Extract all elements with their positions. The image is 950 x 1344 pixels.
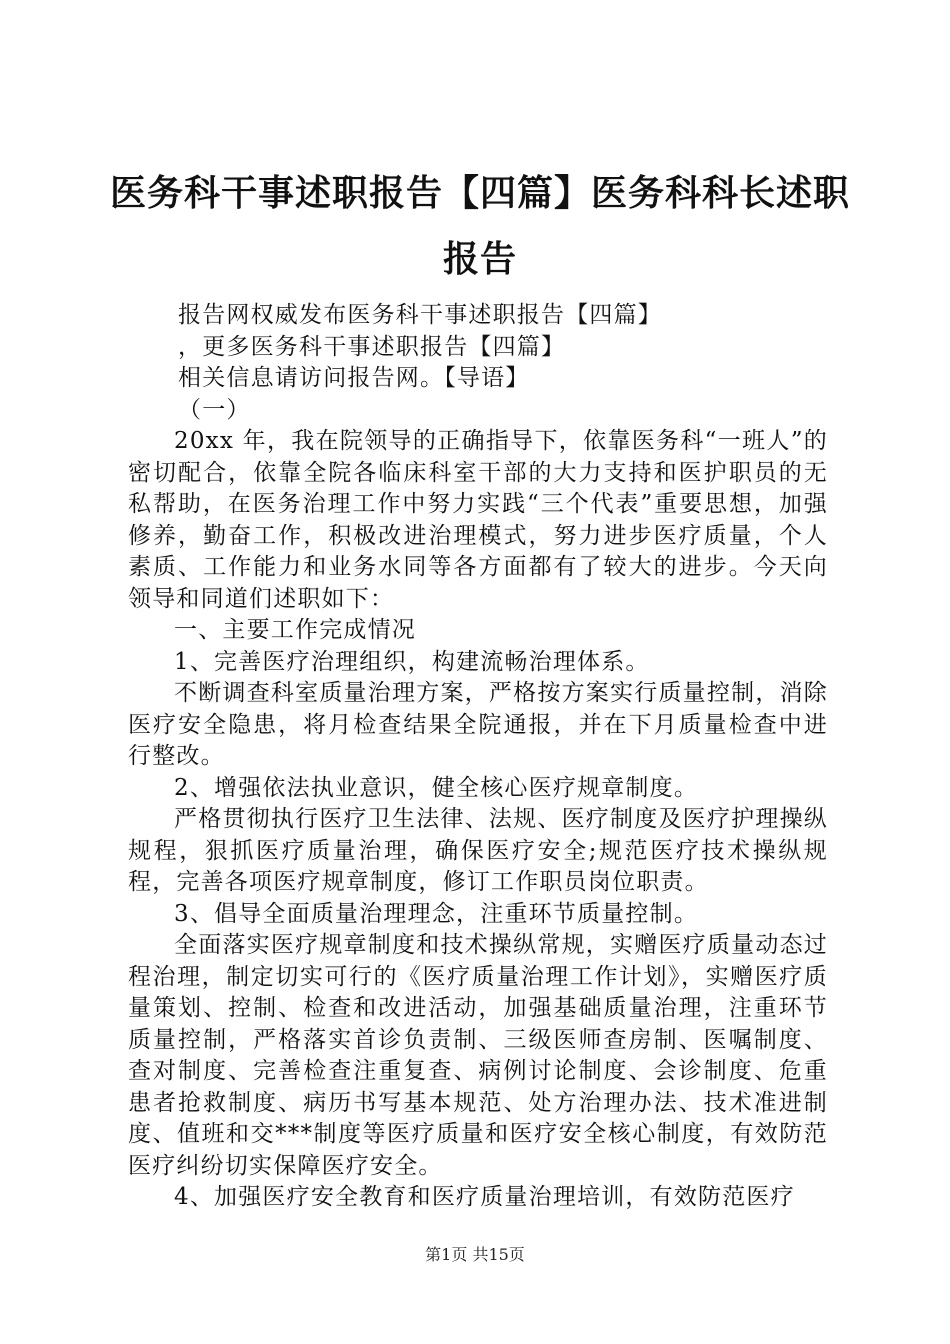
document-body <box>128 300 828 1214</box>
document-title: 医务科干事述职报告【四篇】医务科科长述职报告 <box>110 172 851 280</box>
paragraph: 严格贯彻执行医疗卫生法律、法规、医疗制度及医疗护理操纵规程，狠抓医疗质量治理，确保医疗安全;规范医疗技术操纵规程，完善各项医疗规章制度，修订工作职员岗位职责。 <box>128 806 828 895</box>
paragraph: 20xx 年，我在院领导的正确指导下，依靠医务科“一班人”的密切配合，依靠全院各临床科室干部的大力支持和医护职员的无私帮助，在医务治理工作中努力实践“三个代表”重要思想，加强修养，勤奋工作，积极改进治理模式，努力进步医疗质量，个人素质、工作能力和业务水同等各方面都有了较大的进步。今天向领导和同道们述职如下： <box>128 428 828 612</box>
page-footer: 第1页 共15页 <box>425 1245 525 1264</box>
item-heading: 4、加强医疗安全教育和医疗质量治理培训，有效防范医疗 <box>174 1184 795 1210</box>
intro-line: 报告网权威发布医务科干事述职报告【四篇】 <box>178 302 662 328</box>
item-heading: 1、完善医疗治理组织，构建流畅治理体系。 <box>174 648 650 675</box>
intro-line: ，更多医务科干事述职报告【四篇】 <box>178 333 566 360</box>
intro-line: 相关信息请访问报告网。【导语】 <box>178 365 530 391</box>
item-heading: 2、增强依法执业意识，健全核心医疗规章制度。 <box>174 774 699 801</box>
paragraph: 全面落实医疗规章制度和技术操纵常规，实赠医疗质量动态过程治理，制定切实可行的《医疗质量治理工作计划》，实赠医疗质量策划、控制、检查和改进活动，加强基础质量治理，注重环节质量控制，严格落实首诊负责制、三级医师查房制、医嘱制度、查对制度、完善检查注重复查、病例讨论制度、会诊制度、危重患者抢救制度、病历书写基本规范、处方治理办法、技术准进制度、值班和交***制度等医疗质量和医疗安全核心制度，有效防范医疗纠纷切实保障医疗安全。 <box>128 932 828 1179</box>
item-heading: 3、倡导全面质量治理理念，注重环节质量控制。 <box>174 900 699 927</box>
paragraph: 不断调查科室质量治理方案，严格按方案实行质量控制，消除医疗安全隐患，将月检查结果全院通报，并在下月质量检查中进行整改。 <box>128 680 828 769</box>
section-marker: （一） <box>178 396 251 423</box>
section-heading: 一、主要工作完成情况 <box>174 617 416 643</box>
